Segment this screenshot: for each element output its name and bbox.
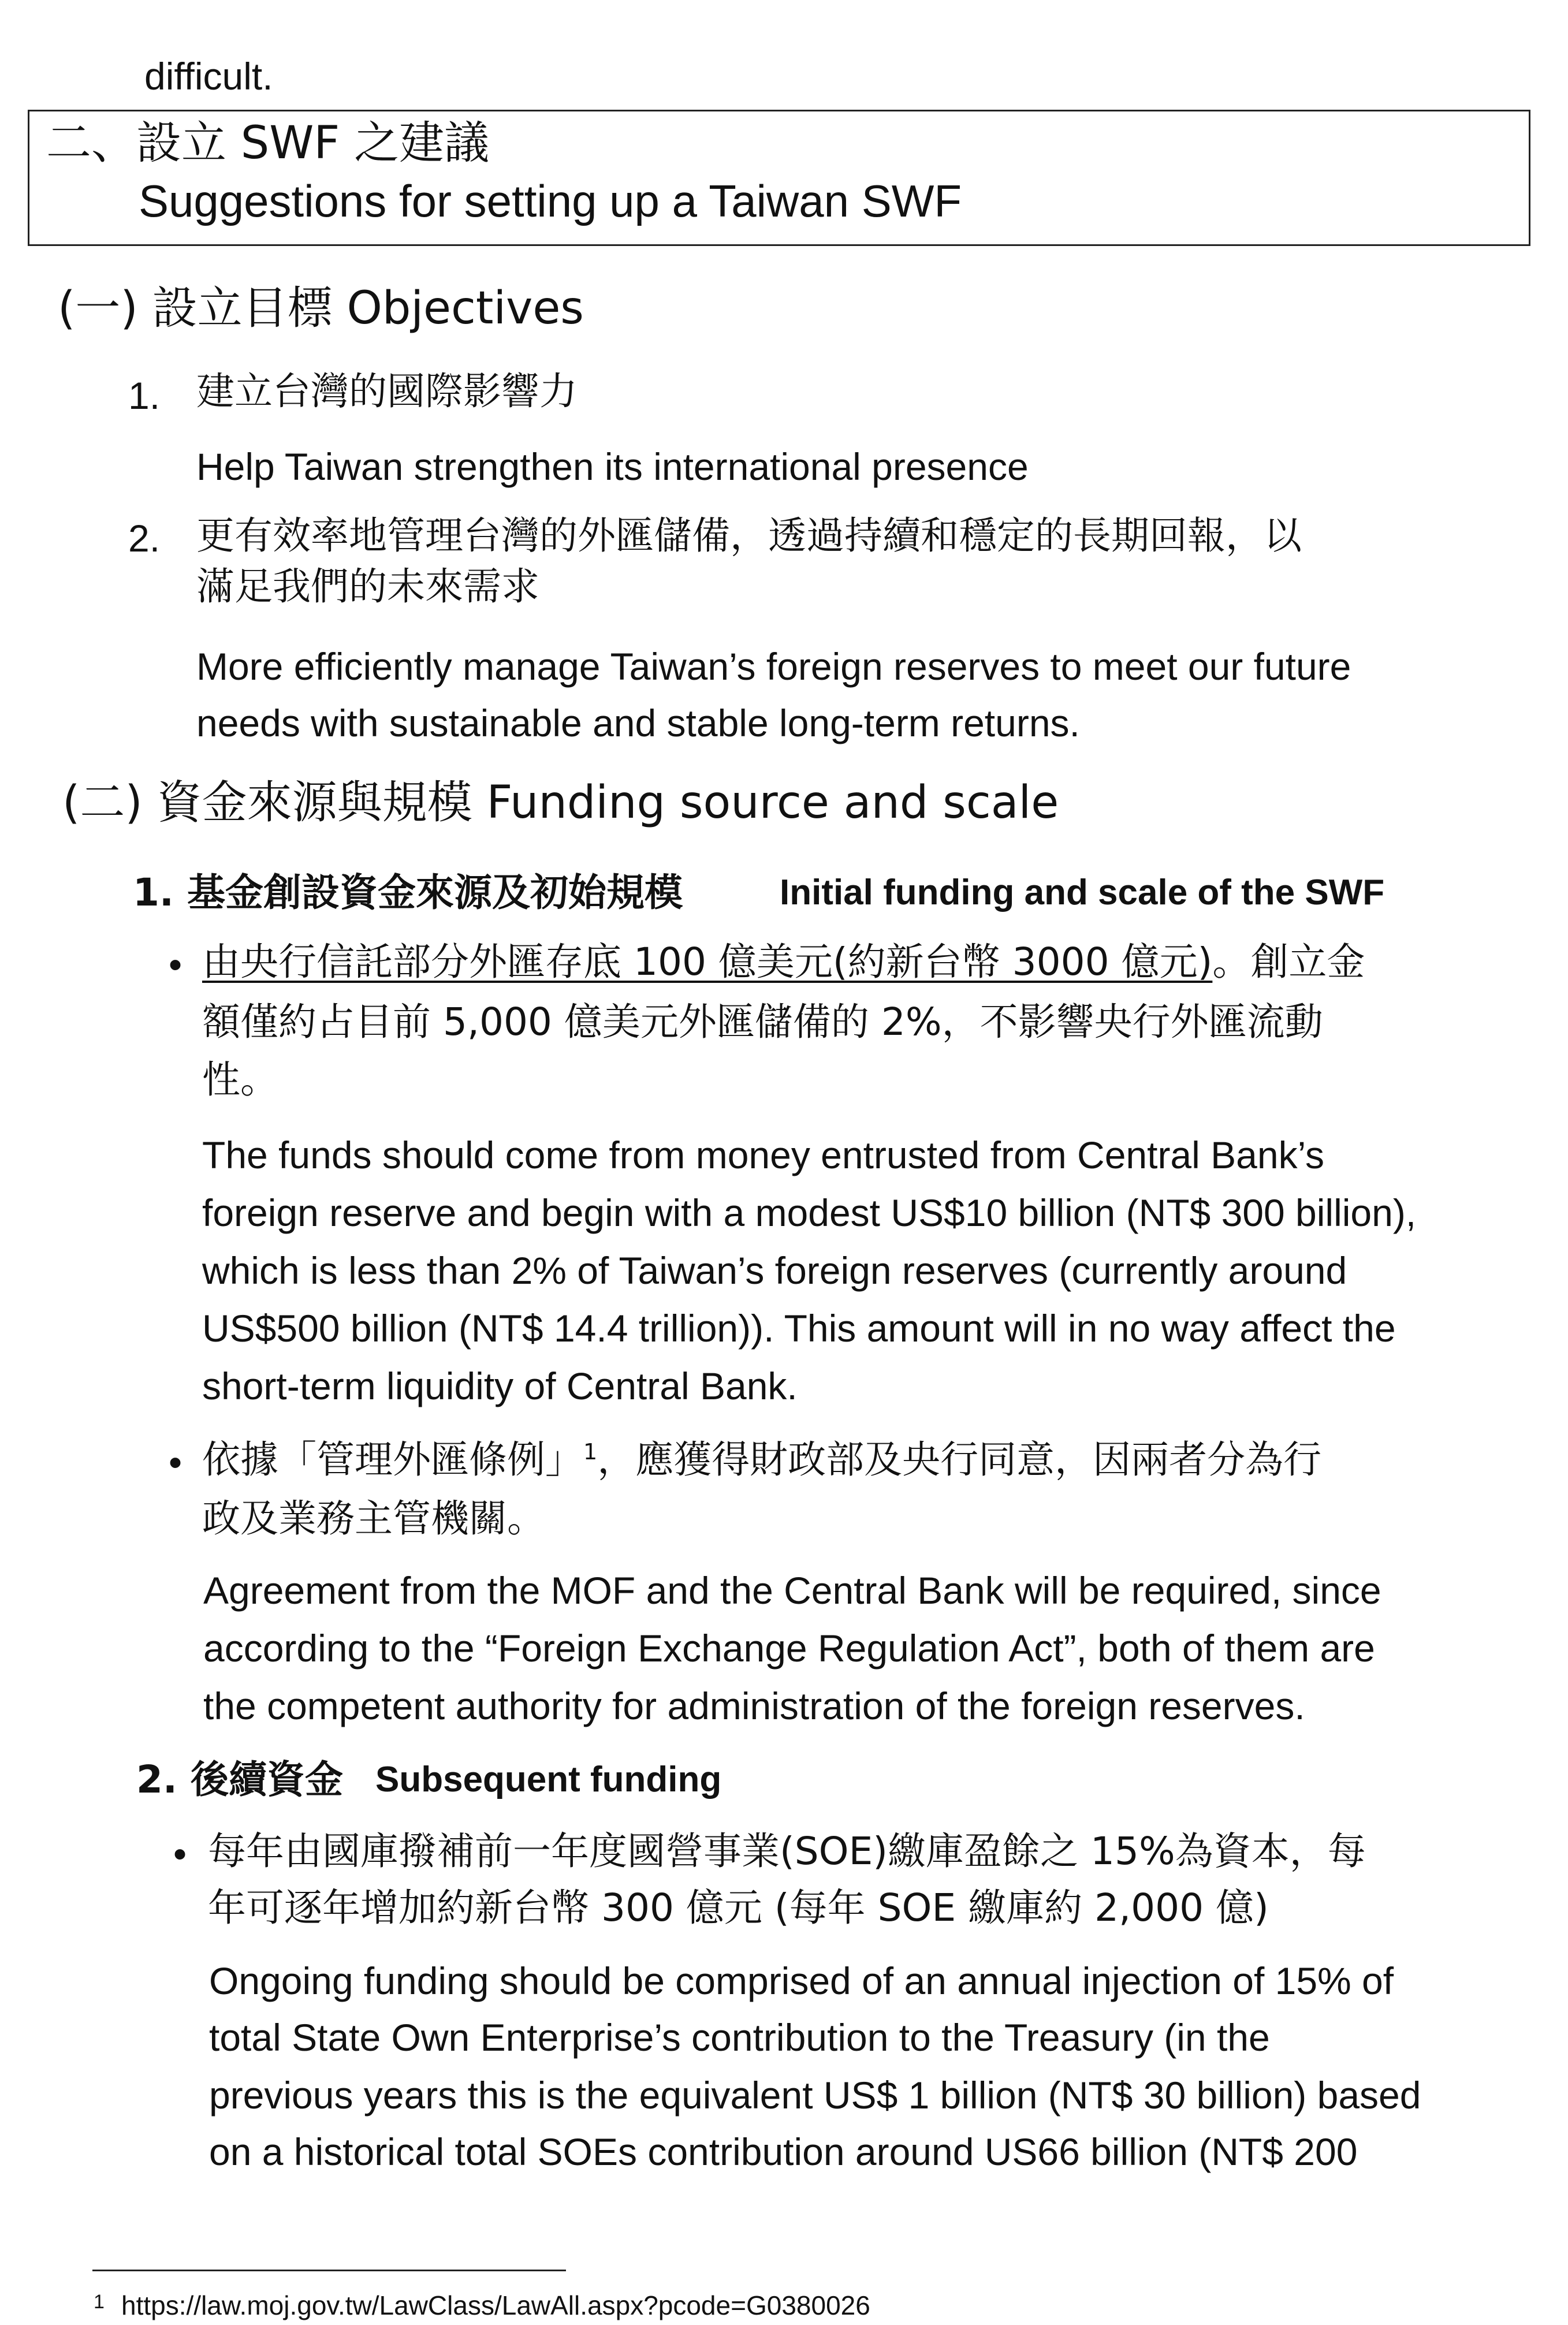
section-heading-en: Suggestions for setting up a Taiwan SWF: [139, 176, 962, 226]
funding-sub2-en-line: on a historical total SOEs contribution around US66 billion (NT$ 200: [209, 2130, 1358, 2173]
funding-b1-zh-line2: 額僅約占目前 5,000 億美元外匯儲備的 2%，不影響央行外匯流動: [202, 1000, 1323, 1044]
funding-b2-zh-line1: [202, 1431, 1321, 1489]
funding-b1-zh-line3: 性。: [202, 1057, 278, 1102]
footnote-reference: 1: [583, 1439, 598, 1465]
footnote-rule: [92, 2270, 566, 2271]
funding-b2-zh-line1a: 依據「管理外匯條例」: [202, 1437, 583, 1482]
objective-1-number: 1.: [128, 374, 161, 417]
funding-b1-zh-line1: [202, 933, 1365, 991]
funding-b2-en-line: Agreement from the MOF and the Central Bank will be required, since: [203, 1569, 1381, 1612]
continued-text: difficult.: [144, 55, 273, 98]
funding-b1-en-line: foreign reserve and begin with a modest US$10 billion (NT$ 300 billion),: [202, 1191, 1417, 1234]
objective-1-zh: 建立台灣的國際影響力: [196, 369, 578, 413]
footnote-number: 1: [94, 2291, 105, 2313]
objectives-heading: (一) 設立目標 Objectives: [58, 282, 584, 334]
objective-2-number: 2.: [128, 517, 161, 560]
funding-b2-en-line: according to the “Foreign Exchange Regulation Act”, both of them are: [203, 1627, 1375, 1670]
funding-heading: (二) 資金來源與規模 Funding source and scale: [62, 777, 1059, 829]
objective-2-en-line2: needs with sustainable and stable long-term returns.: [196, 702, 1080, 744]
funding-sub2-en-line: Ongoing funding should be comprised of an annual injection of 15% of: [209, 1959, 1394, 2002]
objective-2-zh-line1: 更有效率地管理台灣的外匯儲備，透過持續和穩定的長期回報，以: [196, 513, 1302, 558]
bullet-dot: •: [169, 1441, 183, 1484]
objective-2-zh-line2: 滿足我們的未來需求: [196, 564, 539, 609]
objective-2-en-line1: More efficiently manage Taiwan’s foreign reserves to meet our future: [196, 645, 1351, 688]
funding-b1-en-line: The funds should come from money entrusted from Central Bank’s: [202, 1134, 1325, 1176]
funding-b1-en-line: which is less than 2% of Taiwan’s foreign reserves (currently around: [202, 1249, 1347, 1292]
bullet-dot: •: [173, 1832, 187, 1875]
section-heading-zh: 二、設立 SWF 之建議: [46, 117, 490, 169]
funding-sub2-en-line: total State Own Enterprise’s contribution to the Treasury (in the: [209, 2016, 1270, 2059]
funding-sub2-zh-line1: 每年由國庫撥補前一年度國營事業(SOE)繳庫盈餘之 15%為資本，每: [208, 1829, 1366, 1873]
funding-sub2-title-en: Subsequent funding: [375, 1760, 722, 1799]
funding-sub2-title-zh: 2. 後續資金: [136, 1757, 343, 1802]
funding-b2-en-line: the competent authority for administration of the foreign reserves.: [203, 1685, 1305, 1727]
funding-sub1-title-zh: 1. 基金創設資金來源及初始規模: [133, 870, 683, 915]
bullet-dot: •: [169, 943, 183, 986]
funding-b1-zh-line1-rest: 。創立金: [1212, 940, 1365, 984]
funding-sub2-zh-line2: 年可逐年增加約新台幣 300 億元 (每年 SOE 繳庫約 2,000 億): [208, 1886, 1269, 1930]
funding-b1-en-line: short-term liquidity of Central Bank.: [202, 1365, 798, 1407]
funding-sub2-en-line: previous years this is the equivalent US$ 1 billion (NT$ 30 billion) based: [209, 2074, 1421, 2117]
funding-b1-en-line: US$500 billion (NT$ 14.4 trillion)). This amount will in no way affect the: [202, 1307, 1396, 1350]
funding-b2-zh-line1b: ，應獲得財政部及央行同意，因兩者分為行: [597, 1437, 1322, 1482]
funding-sub1-title-en: Initial funding and scale of the SWF: [780, 873, 1385, 912]
funding-b1-zh-line1-underlined: 由央行信託部分外匯存底 100 億美元(約新台幣 3000 億元): [202, 940, 1213, 984]
objective-1-en: Help Taiwan strengthen its international presence: [196, 445, 1029, 488]
funding-b2-zh-line2: 政及業務主管機關。: [202, 1496, 545, 1541]
footnote-link[interactable]: https://law.moj.gov.tw/LawClass/LawAll.aspx?pcode=G0380026: [121, 2290, 870, 2320]
